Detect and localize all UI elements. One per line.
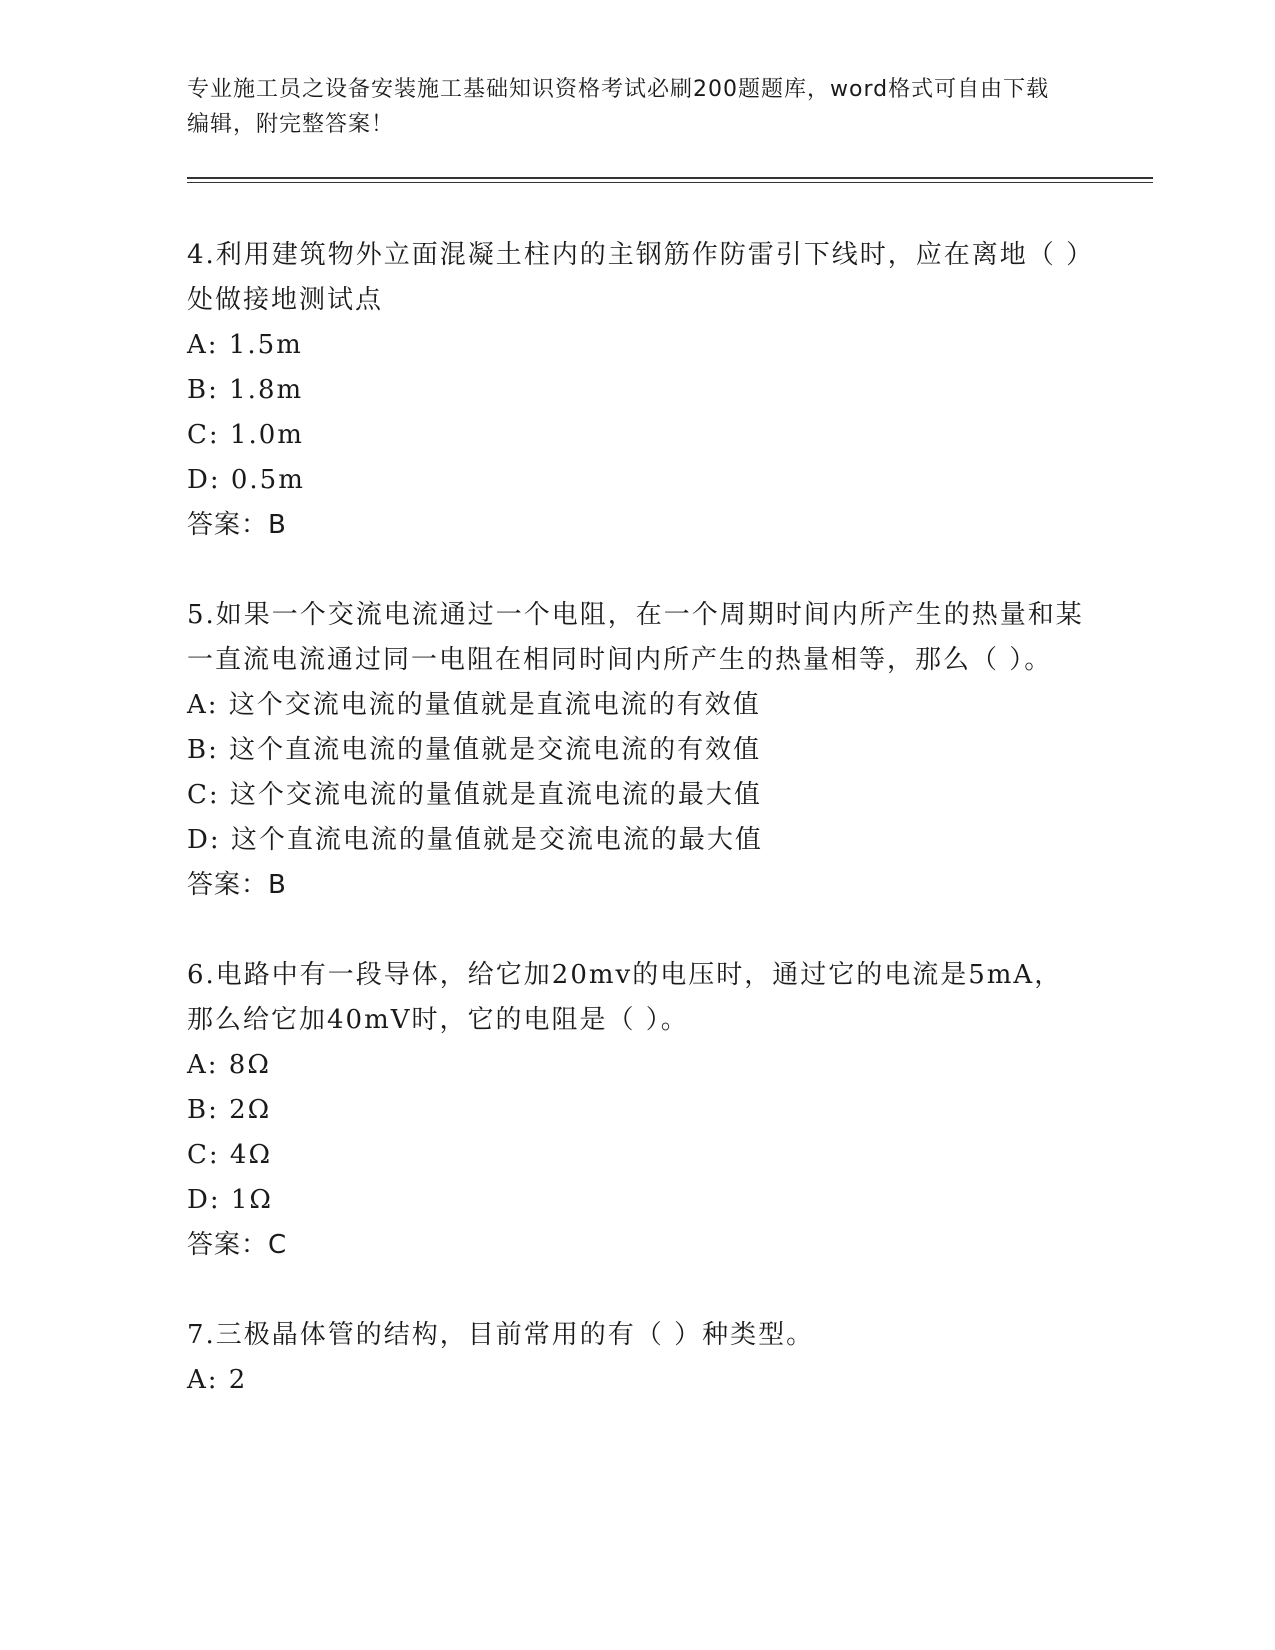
- option-c: C: 4Ω: [187, 1140, 273, 1170]
- question-5: [187, 593, 1087, 908]
- option-a: A: 1.5m: [187, 330, 303, 360]
- question-6: [187, 953, 1087, 1268]
- option-d: D: 这个直流电流的量值就是交流电流的最大值: [187, 825, 763, 855]
- option-a: A: 这个交流电流的量值就是直流电流的有效值: [187, 690, 761, 720]
- question-stem: 7.三极晶体管的结构，目前常用的有（ ）种类型。: [187, 1320, 815, 1350]
- option-a: A: 2: [187, 1365, 248, 1395]
- answer: 答案：C: [187, 1230, 288, 1260]
- question-4: [187, 233, 1087, 548]
- option-a: A: 8Ω: [187, 1050, 271, 1080]
- header-divider-thin: [187, 182, 1153, 183]
- option-b: B: 1.8m: [187, 375, 304, 405]
- option-c: C: 这个交流电流的量值就是直流电流的最大值: [187, 780, 762, 810]
- option-d: D: 0.5m: [187, 465, 305, 495]
- option-b: B: 2Ω: [187, 1095, 272, 1125]
- question-7: [187, 1313, 1087, 1403]
- question-stem: 6.电路中有一段导体，给它加20mv的电压时，通过它的电流是5mA，那么给它加40mV时，它的电阻是（ ）。: [187, 960, 1063, 1035]
- option-d: D: 1Ω: [187, 1185, 273, 1215]
- answer: 答案：B: [187, 510, 287, 540]
- question-stem: 5.如果一个交流电流通过一个电阻，在一个周期时间内所产生的热量和某一直流电流通过同一电阻在相同时间内所产生的热量相等，那么（ ）。: [187, 600, 1084, 675]
- question-stem: 4.利用建筑物外立面混凝土柱内的主钢筋作防雷引下线时，应在离地（ ）处做接地测试点: [187, 240, 1082, 315]
- document-header: 专业施工员之设备安装施工基础知识资格考试必刷200题题库，word格式可自由下载编辑，附完整答案！: [187, 77, 1050, 137]
- option-b: B: 这个直流电流的量值就是交流电流的有效值: [187, 735, 762, 765]
- answer: 答案：B: [187, 870, 287, 900]
- question-list: [187, 233, 1087, 1403]
- header-divider: [187, 177, 1153, 179]
- option-c: C: 1.0m: [187, 420, 304, 450]
